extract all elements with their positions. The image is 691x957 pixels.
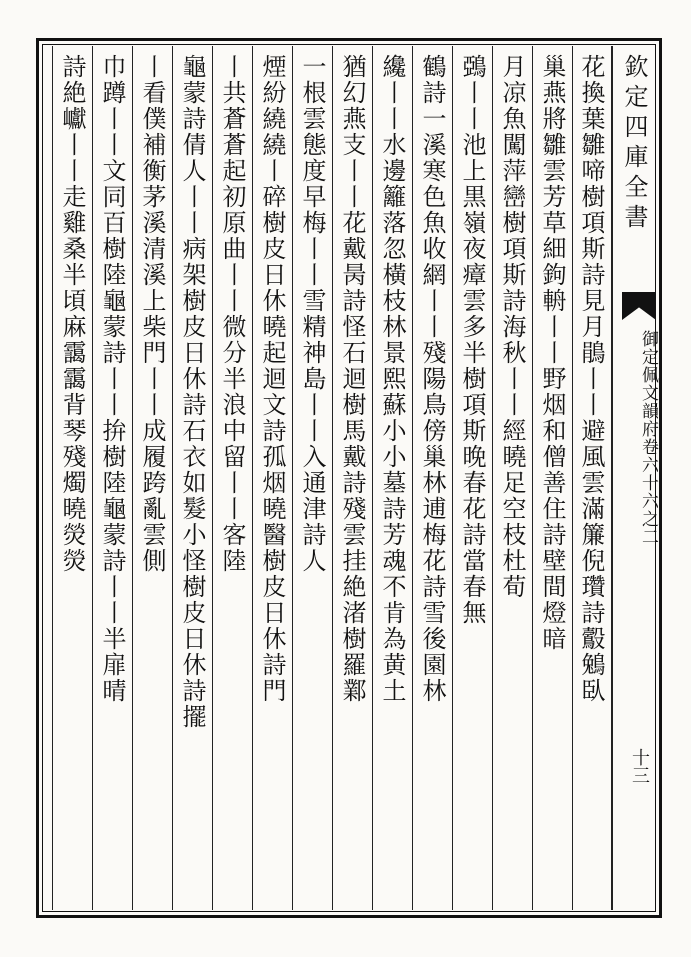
text-column-5: 鶴詩一溪寒色魚收網丨丨殘陽鳥傍巢林逋梅花詩雪後園林 bbox=[412, 46, 452, 910]
text-column-8: 一根雲態度早梅丨丨雪精神島丨丨入通津詩人 bbox=[292, 46, 332, 910]
text-column-12: 丨看僕補衡茅溪清溪上柴門丨丨成履跨亂雲側 bbox=[132, 46, 172, 910]
text-column-2: 巢燕將雛雲芳草細鉤輈丨丨野烟和僧善住詩壁間燈暗 bbox=[532, 46, 572, 910]
margin-title: 欽定四庫全書 bbox=[612, 46, 656, 910]
folio-number: 十三 bbox=[629, 748, 650, 784]
text-column-6: 纔丨丨水邊籬落忽橫枝林景熙蘇小小墓詩芳魂不肯為黄土 bbox=[372, 46, 412, 910]
text-column-13: 巾蹲丨丨文同百樹陸龜蒙詩丨丨拚樹陸龜蒙詩丨丨半扉晴 bbox=[92, 46, 132, 910]
text-column-4: 鵶丨丨池上黒嶺夜瘴雲多半樹項斯晚春花詩當春無 bbox=[452, 46, 492, 910]
text-column-1: 花換葉雛啼樹項斯詩見月鵑丨丨避風雲滿簾倪瓚詩鷇鵵臥 bbox=[572, 46, 612, 910]
text-column-14: 詩絶巘丨丨走雞桑半頃麻靄靄背琴殘燭曉熒熒 bbox=[52, 46, 92, 910]
text-columns bbox=[44, 46, 612, 910]
text-column-11: 龜蒙詩倩人丨丨病架樹皮日休詩石衣如髮小怪樹皮日休詩擺 bbox=[172, 46, 212, 910]
margin-subtitle: 御定佩文韻府卷六十六之二 bbox=[638, 330, 658, 546]
text-column-3: 月凉魚闖萍巒樹項斯詩海秋丨丨經曉足空枝杜荀 bbox=[492, 46, 532, 910]
text-column-9: 煙紛繞繞丨碎樹皮日休曉起迴文詩孤烟曉醫樹皮日休詩門 bbox=[252, 46, 292, 910]
text-column-10: 丨共蒼蒼起初原曲丨丨微分半浪中留丨丨客陸 bbox=[212, 46, 252, 910]
text-column-7: 猶幻燕支丨丨花戴昺詩怪石迴樹馬戴詩殘雲挂絶渚樹羅鄴 bbox=[332, 46, 372, 910]
